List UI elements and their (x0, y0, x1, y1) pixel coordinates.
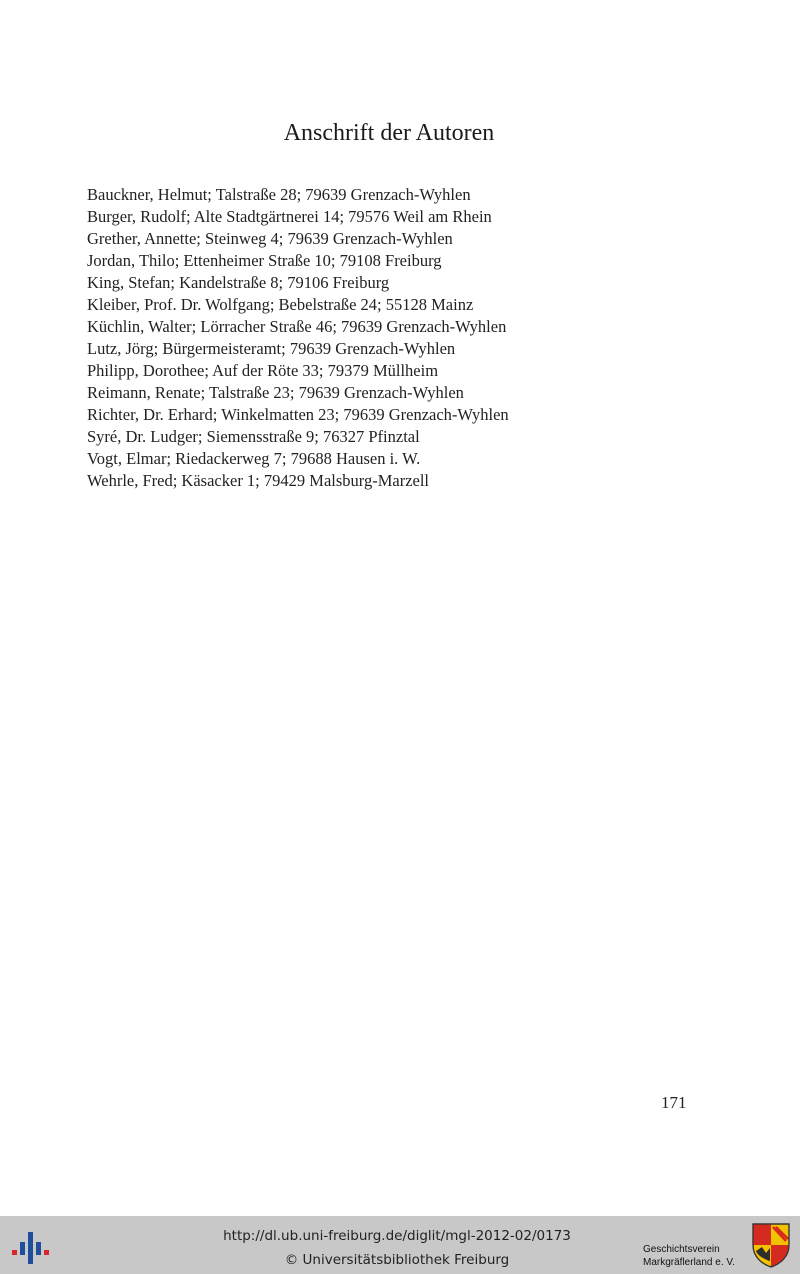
author-entry: Kleiber, Prof. Dr. Wolfgang; Bebelstraße 24; 55128 Mainz (87, 295, 474, 314)
author-entry: Lutz, Jörg; Bürgermeisteramt; 79639 Grenzach-Wyhlen (87, 339, 456, 358)
footer-copyright: © Universitätsbibliothek Freiburg (284, 1252, 510, 1268)
author-entry: Richter, Dr. Erhard; Winkelmatten 23; 79639 Grenzach-Wyhlen (87, 405, 509, 424)
author-entry: Syré, Dr. Ludger; Siemensstraße 9; 76327 Pfinztal (87, 427, 420, 446)
author-entry: Bauckner, Helmut; Talstraße 28; 79639 Grenzach-Wyhlen (87, 185, 471, 204)
author-entry: Küchlin, Walter; Lörracher Straße 46; 79639 Grenzach-Wyhlen (87, 317, 507, 336)
author-entry: Vogt, Elmar; Riedackerweg 7; 79688 Hausen i. W. (87, 449, 421, 468)
author-entry: Burger, Rudolf; Alte Stadtgärtnerei 14; 79576 Weil am Rhein (87, 207, 492, 226)
coat-of-arms-icon (750, 1221, 792, 1269)
author-entry: Reimann, Renate; Talstraße 23; 79639 Grenzach-Wyhlen (87, 383, 464, 402)
author-list (87, 184, 509, 492)
permalink-link[interactable]: http://dl.ub.uni-freiburg.de/diglit/mgl-2012-02/0173 (223, 1228, 571, 1244)
footer-bar (0, 1216, 800, 1274)
author-entry: King, Stefan; Kandelstraße 8; 79106 Freiburg (87, 273, 390, 292)
author-entry: Philipp, Dorothee; Auf der Röte 33; 79379 Müllheim (87, 361, 439, 380)
society-name-line2: Markgräflerland e. V. (643, 1257, 735, 1268)
ub-freiburg-logo-icon[interactable] (10, 1226, 52, 1268)
society-name-line1: Geschichtsverein (643, 1244, 720, 1255)
page-number: 171 (661, 1093, 687, 1112)
footer-url[interactable] (190, 1228, 604, 1244)
author-entry: Grether, Annette; Steinweg 4; 79639 Grenzach-Wyhlen (87, 229, 453, 248)
author-entry: Wehrle, Fred; Käsacker 1; 79429 Malsburg-Marzell (87, 471, 430, 490)
author-entry: Jordan, Thilo; Ettenheimer Straße 10; 79108 Freiburg (87, 251, 442, 270)
page-title: Anschrift der Autoren (283, 120, 495, 146)
society-name (643, 1243, 753, 1269)
